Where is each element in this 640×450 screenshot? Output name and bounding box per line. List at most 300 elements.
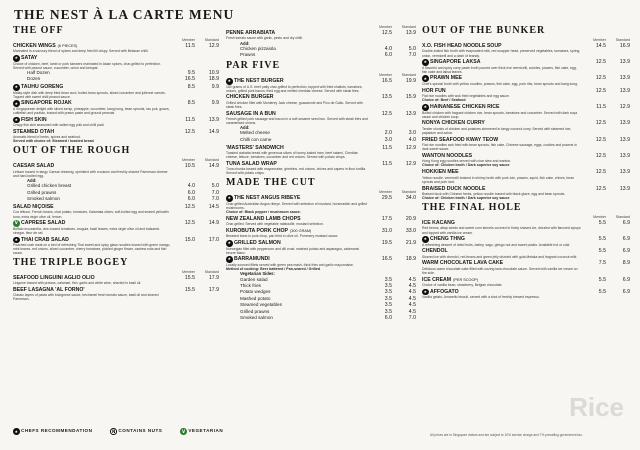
add-on-member-price: 6.0 — [187, 189, 195, 196]
menu-item-description: Vanilla gelato, Amaretto biscuit, served with a shot of freshly brewed espresso. — [422, 295, 540, 300]
menu-item-description: Classic layers of pasta with bolognese sauce, béchamel fresh tomato sauce, basil oil and shaved Parmesan. — [13, 293, 159, 302]
menu-item — [422, 104, 630, 119]
menu-item-name-cell — [226, 78, 368, 85]
menu-section — [226, 60, 416, 175]
add-on-member-price: 4.0 — [384, 45, 392, 52]
standard-price: 6.9 — [622, 276, 630, 283]
menu-item — [13, 237, 219, 256]
add-on-name: Thick fries — [240, 282, 261, 288]
add-on-standard-price: 4.0 — [408, 136, 416, 143]
standard-header: Standard — [615, 38, 630, 42]
member-price: 5.5 — [598, 248, 606, 255]
menu-item — [226, 216, 416, 227]
member-header: Member — [593, 38, 606, 42]
member-price: 10.5 — [184, 163, 195, 170]
menu-item-name: TUNA SALAD WRAP — [226, 160, 277, 167]
menu-item-row — [13, 100, 219, 107]
member-price: 8.5 — [187, 84, 195, 91]
add-on-name: Chicken pizzaiola — [240, 45, 276, 51]
member-price: 16.5 — [381, 78, 392, 85]
menu-item — [226, 111, 416, 144]
menu-item-name: CHENG THNG — [430, 236, 465, 243]
standard-price: 13.9 — [619, 152, 630, 159]
menu-item-name: AFFOGATO — [430, 288, 459, 295]
member-price: 12.5 — [595, 87, 606, 94]
menu-item-description: Char-grilled Australian Angus ribeye. Served with selection of mustard, horseradish and grilled mushrooms. — [226, 201, 367, 210]
standard-price: 6.9 — [622, 220, 630, 226]
menu-column-left — [13, 25, 219, 303]
member-header: Member — [182, 158, 195, 163]
add-on-standard-price: 4.5 — [408, 308, 416, 315]
menu-item — [422, 289, 630, 300]
menu-item-description: Poached crab meat on a bed of refreshing Thai sweet and spicy glass noodles tossed with green mango, mint leaves, red onions, sliced cucumber, cherry tomatoes, pickled ginger flower, cashew nuts and fish sauce. — [13, 243, 171, 256]
standard-header: Standard — [401, 73, 416, 78]
standard-price: 14.9 — [208, 220, 219, 227]
section-title: THE TRIPLE BOGEY — [13, 256, 129, 268]
menu-item-description: Lettuce tossed in tangy Caesar dressing, sprinkled with croutons and freshly shaved Parmesan cheese and hard-boiled egg. — [13, 169, 168, 178]
standard-price: 33.0 — [405, 227, 416, 234]
member-price: 12.5 — [595, 59, 606, 66]
menu-item-row — [422, 104, 630, 111]
menu-item-name: ICE CREAM — [422, 276, 452, 283]
member-header: Member — [379, 73, 392, 78]
member-price: 11.5 — [185, 116, 195, 123]
member-price: 13.5 — [381, 94, 392, 101]
standard-price: 13.9 — [619, 120, 630, 127]
menu-item-name: TAUHU GORENG — [21, 84, 64, 91]
menu-section — [13, 145, 219, 255]
standard-price: 13.9 — [619, 185, 630, 192]
add-on-member-price: 16.5 — [184, 76, 195, 83]
menu-item-row — [422, 75, 630, 82]
section-title: MADE THE CUT — [226, 177, 316, 189]
add-on-name: Steamed vegetables — [240, 302, 282, 308]
section-title: THE FINAL HOLE — [422, 202, 522, 213]
menu-section — [422, 25, 630, 200]
menu-item — [226, 30, 416, 59]
menu-item — [422, 88, 630, 103]
add-on-heading: Add: — [240, 40, 250, 46]
standard-price: 13.9 — [208, 116, 219, 123]
menu-item — [13, 129, 219, 144]
add-on-row — [226, 315, 416, 321]
vegetarian-icon: V — [182, 428, 186, 434]
standard-price: 15.9 — [405, 94, 416, 101]
menu-item-choice: Choice of: Black pepper / mushroom sauce. — [226, 209, 301, 214]
add-on-name: Potato wedges — [240, 289, 271, 295]
standard-price: 13.9 — [619, 75, 630, 82]
menu-item — [13, 287, 219, 302]
member-price: 12.5 — [381, 30, 392, 36]
menu-item-description: Flat rice noodles wok fried with bean sprouts, fish cake, Chinese sausage, eggs, cockles and prawns in dark sweet sauce. — [422, 143, 577, 152]
menu-item-name-cell — [226, 195, 368, 202]
menu-item-description: Red beans, attap seeds and sweet corn kernels covered in finely shaved ice, drizzled with flavored syrups and topped with vanilla ice cream. — [422, 226, 581, 235]
menu-item-row — [226, 195, 416, 202]
standard-price: 12.9 — [208, 43, 219, 49]
menu-item-suffix: (300 GRAM) — [289, 228, 312, 233]
add-on-name: Grilled prawns — [240, 308, 270, 314]
menu-item — [226, 256, 416, 321]
menu-item-name-cell — [422, 186, 582, 192]
member-price: 5.5 — [598, 276, 606, 283]
member-price: 12.5 — [595, 185, 606, 192]
member-header: Member — [182, 269, 195, 274]
standard-header: Standard — [401, 25, 416, 29]
menu-item-name-cell — [226, 240, 368, 247]
member-price: 11.5 — [185, 43, 195, 49]
add-on-member-price: 3.5 — [384, 282, 392, 289]
menu-item-name: BEEF LASAGNA 'AL FORNO' — [13, 286, 85, 293]
menu-item-description: Malay-style dish with deep fried bean curd, boiled bean sprouts, sliced cucumber and julienne carrots. Topped with sweet chilli peanut sauce. — [13, 90, 166, 99]
add-on-row — [13, 196, 219, 202]
menu-item-name: SAUSAGE IN A BUN — [226, 110, 276, 117]
standard-price: 12.9 — [405, 160, 416, 167]
chef-recommendation-icon: ★ — [227, 240, 232, 246]
chef-recommendation-icon: ★ — [14, 84, 19, 90]
member-price: 7.5 — [598, 260, 606, 267]
menu-item-row — [226, 256, 416, 263]
add-on-standard-price: 18.9 — [208, 76, 219, 83]
add-on-standard-price: 4.5 — [408, 295, 416, 302]
add-on-name: Smoked salmon — [240, 314, 273, 320]
menu-item-description: Braised duck with Chinese herbs, yellow noodle tossed with black glaze, egg and bean sprouts. — [422, 191, 566, 196]
menu-item-name: CHICKEN BURGER — [226, 94, 274, 101]
menu-item — [13, 84, 219, 99]
chef-recommendation-icon: ★ — [14, 236, 19, 242]
menu-item — [226, 145, 416, 160]
section-title: PAR FIVE — [226, 60, 281, 72]
chef-recommendation-icon: ★ — [423, 104, 428, 110]
add-on-name: Dozen — [27, 76, 41, 82]
section-title: OUT OF THE ROUGH — [13, 145, 131, 157]
menu-item-name-cell — [422, 260, 582, 266]
menu-item-name: BARRAMUNDI — [234, 256, 270, 263]
menu-item-name-cell — [13, 100, 171, 107]
menu-section — [13, 25, 219, 144]
chef-recommendation-icon: ★ — [14, 100, 19, 106]
menu-item-row — [422, 248, 630, 254]
member-price: 29.5 — [381, 195, 392, 202]
watermark: Rice — [569, 392, 624, 422]
add-on-name: Grilled prawns — [27, 189, 57, 195]
standard-price: 6.9 — [622, 248, 630, 255]
menu-item-name: CHENDOL — [422, 248, 448, 255]
chef-recommendation-icon: ★ — [227, 195, 232, 201]
menu-item-name: HAINANESE CHICKEN RICE — [430, 104, 500, 111]
menu-item-choice: Choice of: Chicken broth / Dark superior soy sauce — [422, 196, 510, 200]
menu-item-row — [422, 169, 630, 175]
add-on-name: Smoked salmon — [27, 196, 60, 202]
standard-header: Standard — [401, 190, 416, 195]
menu-item-description: French grilled pork sausage and bacon in a soft sesame seed bun. Served with steak fries and caramelised onions. — [226, 116, 368, 126]
menu-section — [13, 257, 219, 302]
standard-price: 17.9 — [208, 286, 219, 293]
menu-item-description: Yellow noodle, vermicelli braised in shrimp broth with pork loin, prawns, squid, fish cake, chives, bean sprouts and pork lard. — [422, 175, 574, 184]
member-price: 15.5 — [184, 274, 195, 281]
menu-item-description: Double-boiled fish broth with evaporated milk, red snapper head, preserved vegetables, tomatoes, spring onion, vermicelli and a dash of brandy. — [422, 49, 580, 58]
add-on-standard-price: 7.0 — [211, 196, 219, 203]
standard-price: 20.9 — [405, 215, 416, 222]
menu-item — [422, 120, 630, 135]
menu-item-choice: Choice of: Chicken broth / Dark superior soy sauce — [422, 163, 510, 168]
menu-item-description: Marinated in a savoury blend of spices and deep fried till crispy. Served with Belacan chilli. — [13, 49, 149, 54]
chef-recommendation-icon: ★ — [227, 256, 232, 262]
menu-item-name: THE NEST ANGUS RIBEYE — [234, 195, 301, 202]
standard-price: 13.9 — [619, 136, 630, 143]
legend-nuts-label: CONTAINS NUTS — [118, 428, 163, 433]
standard-price: 9.9 — [211, 100, 219, 107]
standard-price: 9.9 — [211, 84, 219, 91]
member-price: 5.5 — [598, 288, 606, 295]
menu-item-description: Linguine tossed with prawns, calamari, fish, garlic and white wine, drizzled in basil oil. — [13, 281, 142, 286]
menu-item-name-cell — [226, 94, 368, 100]
menu-item-description: Shaved ice with chendol, red beans and green jelly drizzled with gula Melaka and fragrant coconut milk. — [422, 254, 578, 259]
member-price: 11.5 — [382, 144, 392, 151]
menu-item-name-cell — [13, 55, 171, 62]
menu-item-description: Grilled chicken fillet with Monterey Jack cheese, guacamole and Pico de Gallo. Served with steak fries. — [226, 100, 363, 109]
standard-price: 14.5 — [208, 204, 219, 211]
menu-item-description: Hong Kong egg noodles served with char siew and wanton. — [422, 159, 512, 164]
standard-price: 14.9 — [208, 128, 219, 135]
menu-item — [13, 117, 219, 128]
member-price: 12.5 — [595, 169, 606, 176]
standard-price: 14.9 — [208, 163, 219, 170]
standard-price: 21.9 — [405, 240, 416, 247]
standard-header: Standard — [204, 269, 219, 274]
member-price: 31.0 — [381, 227, 392, 234]
add-on-member-price: 3.5 — [384, 302, 392, 309]
menu-item — [226, 228, 416, 239]
standard-price: 17.9 — [208, 274, 219, 281]
standard-header: Standard — [615, 215, 630, 219]
add-on-name: Half Dozen — [27, 69, 50, 75]
member-price: 5.5 — [598, 220, 606, 226]
menu-item — [226, 195, 416, 214]
menu-item-name: CAPRESE SALAD — [21, 220, 66, 227]
add-on-member-price: 4.0 — [187, 183, 195, 190]
chef-recommendation-icon: ★ — [14, 55, 19, 61]
menu-item-name: CAESAR SALAD — [13, 163, 55, 170]
menu-item-name: STEAMED OTAH — [13, 128, 55, 135]
add-on-member-price: 3.5 — [384, 289, 392, 296]
standard-price: 6.9 — [622, 236, 630, 243]
menu-item-name: HOR FUN — [422, 87, 446, 94]
menu-item-name: KUROBUTA PORK CHOP — [226, 227, 288, 234]
add-on-member-price: 9.5 — [187, 69, 195, 76]
menu-item-description: Toasted ciabatta bread with generous slices of honey-baked ham, beef salami, Cheddar cheese, lettuce, tomatoes, cucumber and red onions. Served with potato crisps. — [226, 151, 358, 160]
chef-recommendation-icon: ★ — [423, 59, 428, 65]
menu-item-description: A flavorful and spicy curry paste broth poured over thick rice vermicelli, cockles, prawns, fish cake, egg, fish cake and laksa leaves. — [422, 65, 577, 74]
menu-item — [422, 260, 630, 275]
menu-item — [13, 43, 219, 54]
standard-price: 6.9 — [622, 288, 630, 295]
standard-price: 13.9 — [405, 110, 416, 117]
menu-item-name: PRAWN MEE — [430, 75, 462, 82]
member-price: 12.5 — [184, 128, 195, 135]
menu-item — [422, 59, 630, 74]
standard-price: 13.9 — [619, 87, 630, 94]
menu-item-choice: Method of cooking: Beer battered / Pan-seared / Grilled — [226, 266, 321, 271]
add-on-member-price: 3.5 — [384, 308, 392, 315]
add-on-name: Chilli con carne — [240, 136, 272, 142]
add-on-member-price: 3.5 — [384, 295, 392, 302]
menu-item-description: Crispy fish skin seasoned with salted egg yolk and chilli padi. — [13, 123, 105, 128]
add-on-standard-price: 10.9 — [208, 69, 219, 76]
menu-item-name-cell — [422, 120, 582, 126]
menu-item-name: SEAFOOD LINGUINI AGLIO OLIO — [13, 274, 95, 281]
add-on-standard-price: 5.0 — [211, 183, 219, 190]
menu-item-name: WANTON NOODLES — [422, 152, 473, 159]
member-price: 12.5 — [595, 136, 606, 143]
menu-item-name-cell — [422, 75, 582, 82]
add-on-standard-price: 4.5 — [408, 282, 416, 289]
standard-header: Standard — [204, 158, 219, 163]
standard-price: 13.9 — [619, 169, 630, 176]
menu-item — [226, 161, 416, 176]
standard-price: 18.9 — [405, 256, 416, 263]
member-price: 15.5 — [184, 286, 195, 293]
add-on-member-price: 6.0 — [187, 196, 195, 203]
member-price: 17.5 — [381, 215, 392, 222]
menu-item-description: Choice of chicken, beef, lamb or pork skewers marinated in Asian spices, char-grilled to perfection. Served with peanut sauce, cucumber, onion and ketupat. — [13, 61, 161, 70]
chef-recommendation-icon: ★ — [423, 288, 428, 294]
menu-item-description: A Singaporean delight with sliced turnip, pineapple, cucumber, kang kong, bean sprouts, tau pok, guava, cuttlefish and youtiao, tossed with prawn paste and ground peanuts. — [13, 106, 170, 116]
menu-item-description: Flat rice noodles with wok fried vegetables and egg sauce. — [422, 94, 510, 99]
standard-price: 12.9 — [619, 104, 630, 111]
menu-item-row — [422, 260, 630, 266]
menu-item-description: Tuna chunks tossed with mayonnaise, gherkins, red onions, chives and capers in flour tortilla. Served with potato crisps. — [226, 167, 367, 176]
menu-item-name: BRAISED DUCK NOODLE — [422, 185, 486, 192]
section-title: THE OFF — [13, 25, 64, 36]
add-on-heading: Vegetarian Sides: — [240, 271, 275, 277]
member-header: Member — [379, 190, 392, 195]
menu-item-description: Norwegian fillet with peppercorn and dill crust, mashed potato and asparagus, calamansi beurre blanc. — [226, 246, 360, 255]
menu-item-name: X.O. FISH HEAD NOODLE SOUP — [422, 43, 502, 49]
menu-item — [422, 137, 630, 152]
menu-item-name-cell — [13, 163, 171, 169]
add-on-standard-price: 4.5 — [408, 302, 416, 309]
menu-item-description: Locally sourced fillets served with green pea mash, thick fries and garlic mayonnaise. — [226, 262, 354, 267]
menu-item-description: Cos lettuce, French beans, chat potato, tomatoes, Kalamata olives, soft-boiled egg and seared yellowfin tuna, extra virgin olive oil, lemon. — [13, 210, 169, 219]
member-price: 12.5 — [595, 152, 606, 159]
add-on-heading: Add: — [27, 178, 37, 184]
menu-item-name-cell — [422, 169, 582, 175]
chef-recommendation-icon: ★ — [14, 428, 19, 434]
menu-item-choice: Served with choice of: Steamed / toasted bread — [13, 139, 94, 144]
member-header: Member — [379, 25, 392, 29]
member-price: 12.5 — [184, 220, 195, 227]
menu-item-description: Boiled chicken with fragrant chicken rice, bean sprouts, tomatoes and cucumber. Served with dark soya sauce and chicken soup. — [422, 110, 578, 119]
menu-item-name: HOKKIEN MEE — [422, 169, 459, 176]
menu-section — [226, 25, 416, 59]
member-price: 11.5 — [382, 160, 392, 167]
menu-item — [422, 43, 630, 58]
menu-item-name-cell — [422, 236, 582, 243]
menu-column-middle — [226, 25, 416, 323]
footer-note: All prices are in Singapore dollars and are subject to 10% service charge and 7% prevailing government tax. — [430, 433, 583, 437]
vegetarian-icon: V — [14, 220, 18, 226]
add-on-member-price: 2.0 — [384, 130, 392, 137]
menu-item-description: Char-grilled. Served with vegetable ratatouille, mustard selection. — [226, 222, 324, 227]
member-price: 15.0 — [184, 236, 195, 243]
menu-item-description: Aromatic blend of herbs, spices and seafood. — [13, 135, 81, 140]
menu-item — [422, 248, 630, 259]
add-on-member-price: 6.0 — [384, 52, 392, 59]
member-price: 11.5 — [596, 104, 606, 111]
chef-recommendation-icon: ★ — [227, 78, 232, 84]
add-on-member-price: 6.0 — [384, 314, 392, 321]
menu-item-name: 'MASTERS' SANDWICH — [226, 144, 284, 151]
menu-item-row — [226, 94, 416, 100]
menu-item-description: Tender chunks of chicken and potatoes simmered in tangy coconut curry. Served with steamed rice, papadum and achar. — [422, 126, 572, 135]
menu-item-name: ICE KACANG — [422, 220, 455, 226]
menu-item-name: THAI CRAB SALAD — [21, 236, 69, 243]
menu-item — [13, 100, 219, 115]
menu-item-suffix: (PER SCOOP) — [453, 277, 479, 282]
menu-item — [422, 169, 630, 184]
member-header: Member — [182, 38, 195, 42]
menu-item — [13, 55, 219, 83]
standard-price: 34.0 — [405, 195, 416, 202]
add-on-name: Garden salad — [240, 276, 268, 282]
menu-item-name-cell — [13, 220, 171, 227]
member-price: 19.5 — [381, 240, 392, 247]
menu-item-name: NONYA CHICKEN CURRY — [422, 120, 485, 127]
menu-item-name: WARM CHOCOLATE LAVA CAKE — [422, 260, 504, 267]
add-on-row — [13, 76, 219, 82]
add-on-name: Mashed potato — [240, 295, 271, 301]
add-on-member-price: 3.0 — [384, 136, 392, 143]
menu-item-name: GRILLED SALMON — [234, 240, 281, 247]
add-on-name: Melted cheese — [240, 130, 270, 136]
add-on-standard-price: 4.5 — [408, 276, 416, 283]
menu-item — [422, 153, 630, 168]
menu-item-description: Choice of vanilla bean, strawberry, Belgian chocolate. — [422, 283, 503, 288]
add-on-name: Prawns — [240, 52, 256, 58]
add-on-standard-price: 7.0 — [211, 189, 219, 196]
menu-item-description: Fresh tomato sauce with garlic, pesto and dry chilli. — [226, 36, 303, 41]
member-price: 12.5 — [184, 204, 195, 211]
standard-price: 16.9 — [619, 43, 630, 49]
member-header: Member — [593, 215, 606, 219]
add-on-standard-price: 3.0 — [408, 130, 416, 137]
menu-item-description: 180 grams of U.S. beef patty char-grilled to perfection, topped with fried shallots, tomatoes, onions, grilled pork bacon, fried egg and melted cheddar cheese. Served with steak fries. — [226, 84, 363, 93]
menu-item-description: Delicious warm chocolate cake filled with oozing lava chocolate sauce. Served with vanilla ice cream on the side. — [422, 266, 578, 275]
menu-item-description: Breaded bone-in pork chop, pan fried in olive oil. Pommery mustard sauce. — [226, 234, 339, 239]
add-on-heading: Add: — [240, 125, 250, 131]
add-on-row — [226, 52, 416, 58]
menu-item-name: SATAY — [21, 55, 38, 62]
standard-price: 13.9 — [619, 59, 630, 66]
menu-item — [13, 163, 219, 202]
add-on-standard-price: 4.5 — [408, 289, 416, 296]
add-on-standard-price: 7.0 — [408, 314, 416, 321]
menu-item-name: FISH SKIN — [21, 116, 47, 123]
menu-item — [13, 220, 219, 235]
menu-item-description: A refreshing dessert of dried fruits, barley, sago, ginkgo nut and sweet potato. Available hot or cold. — [422, 242, 571, 247]
menu-item — [422, 236, 630, 247]
chef-recommendation-icon: ★ — [423, 236, 428, 242]
menu-item-name: PENNE ARRABIATA — [226, 30, 276, 36]
menu-item-row — [422, 59, 630, 66]
menu-item-name: SINGAPORE LAKSA — [430, 59, 481, 66]
add-on-member-price: 3.5 — [384, 276, 392, 283]
menu-item — [422, 277, 630, 288]
menu-item-suffix: (6 PIECES) — [57, 44, 78, 48]
legend-chef-label: CHEFS RECOMMENDATION — [21, 428, 93, 433]
standard-price: 17.0 — [208, 236, 219, 243]
menu-item — [13, 275, 219, 286]
